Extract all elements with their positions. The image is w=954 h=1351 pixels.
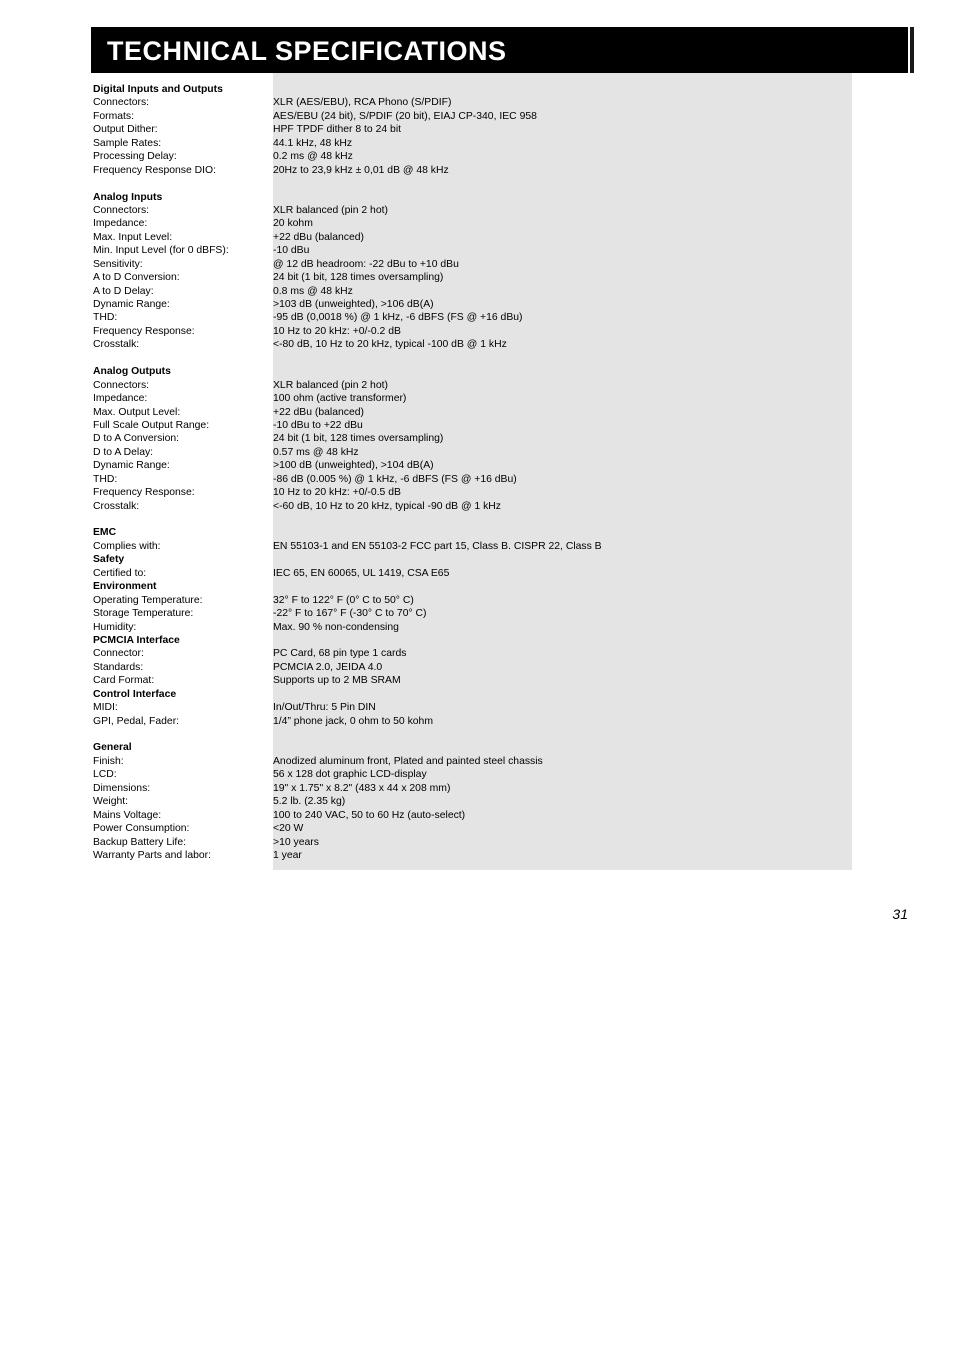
section-spacer — [93, 513, 853, 526]
spec-label: D to A Delay: — [93, 446, 154, 458]
spec-label: MIDI: — [93, 702, 118, 714]
spec-label: D to A Conversion: — [93, 433, 180, 445]
spec-row — [93, 338, 853, 351]
spec-label: Card Format: — [93, 675, 155, 687]
spec-value: @ 12 dB headroom: -22 dBu to +10 dBu — [273, 258, 459, 270]
spec-row — [93, 406, 853, 419]
spec-label: Connectors: — [93, 204, 150, 216]
spec-row — [93, 110, 853, 123]
spec-value: PC Card, 68 pin type 1 cards — [273, 648, 407, 660]
spec-row — [93, 231, 853, 244]
spec-value: 24 bit (1 bit, 128 times oversampling) — [273, 272, 444, 284]
spec-value: 20Hz to 23,9 kHz ± 0,01 dB @ 48 kHz — [273, 164, 449, 176]
spec-value: 44.1 kHz, 48 kHz — [273, 137, 353, 149]
spec-value: 19" x 1.75" x 8.2" (483 x 44 x 208 mm) — [273, 782, 451, 794]
spec-value: -95 dB (0,0018 %) @ 1 kHz, -6 dBFS (FS @ +16 dBu) — [273, 312, 523, 324]
spec-row — [93, 594, 853, 607]
section-spacer — [93, 728, 853, 741]
spec-value: 10 Hz to 20 kHz: +0/-0.5 dB — [273, 487, 401, 499]
spec-label: Max. Output Level: — [93, 406, 181, 418]
spec-value: In/Out/Thru: 5 Pin DIN — [273, 702, 376, 714]
spec-label: Dynamic Range: — [93, 460, 170, 472]
spec-row — [93, 674, 853, 687]
spec-row — [93, 459, 853, 472]
spec-label: Frequency Response: — [93, 325, 195, 337]
section-heading: Analog Inputs — [93, 191, 163, 203]
spec-label: Formats: — [93, 110, 134, 122]
spec-row — [93, 244, 853, 257]
spec-value: EN 55103-1 and EN 55103-2 FCC part 15, Class B. CISPR 22, Class B — [273, 540, 602, 552]
section-heading: Environment — [93, 581, 157, 593]
spec-value: 24 bit (1 bit, 128 times oversampling) — [273, 433, 444, 445]
section-spacer — [93, 352, 853, 365]
spec-row — [93, 647, 853, 660]
spec-row — [93, 325, 853, 338]
spec-row — [93, 150, 853, 163]
spec-label: Max. Input Level: — [93, 231, 173, 243]
spec-row — [93, 285, 853, 298]
spec-row — [93, 446, 853, 459]
spec-row — [93, 311, 853, 324]
section-heading: Analog Outputs — [93, 366, 171, 378]
spec-label: THD: — [93, 473, 118, 485]
spec-row — [93, 768, 853, 781]
spec-value: -22° F to 167° F (-30° C to 70° C) — [273, 608, 427, 620]
spec-label: Frequency Response DIO: — [93, 164, 217, 176]
spec-label: Connectors: — [93, 379, 150, 391]
spec-row — [93, 755, 853, 768]
spec-row — [93, 432, 853, 445]
spec-value: 5.2 lb. (2.35 kg) — [273, 796, 346, 808]
spec-label: LCD: — [93, 769, 117, 781]
spec-label: Power Consumption: — [93, 823, 190, 835]
spec-value: 56 x 128 dot graphic LCD-display — [273, 769, 427, 781]
spec-row — [93, 782, 853, 795]
spec-value: -10 dBu to +22 dBu — [273, 419, 363, 431]
spec-value: 1 year — [273, 849, 302, 861]
spec-label: Crosstalk: — [93, 339, 140, 351]
spec-value: -86 dB (0.005 %) @ 1 kHz, -6 dBFS (FS @ +16 dBu) — [273, 473, 517, 485]
section-heading: PCMCIA Interface — [93, 634, 180, 646]
spec-value: Anodized aluminum front, Plated and painted steel chassis — [273, 755, 543, 767]
spec-value: XLR balanced (pin 2 hot) — [273, 379, 388, 391]
header-bar — [91, 27, 914, 73]
spec-value: >100 dB (unweighted), >104 dB(A) — [273, 460, 434, 472]
spec-row — [93, 298, 853, 311]
spec-label: Dynamic Range: — [93, 299, 170, 310]
spec-row — [93, 715, 853, 728]
specifications-list — [93, 83, 853, 862]
spec-label: Full Scale Output Range: — [93, 419, 210, 431]
spec-row — [93, 473, 853, 486]
spec-label: Connectors: — [93, 97, 150, 109]
spec-value: <-80 dB, 10 Hz to 20 kHz, typical -100 dB @ 1 kHz — [273, 339, 507, 351]
spec-row — [93, 379, 853, 392]
spec-value: PCMCIA 2.0, JEIDA 4.0 — [273, 661, 383, 673]
spec-label: Frequency Response: — [93, 487, 195, 499]
section-heading: Safety — [93, 554, 125, 566]
spec-row — [93, 849, 853, 862]
spec-label: Connector: — [93, 648, 144, 660]
spec-value: >10 years — [273, 836, 319, 848]
section-heading: Control Interface — [93, 688, 177, 700]
spec-label: Output Dither: — [93, 124, 158, 136]
spec-row — [93, 204, 853, 217]
spec-label: Warranty Parts and labor: — [93, 849, 212, 861]
spec-label: Certified to: — [93, 567, 147, 579]
page-number: 31 — [892, 906, 908, 922]
spec-value: XLR balanced (pin 2 hot) — [273, 204, 388, 216]
spec-label: Humidity: — [93, 621, 137, 633]
spec-label: Storage Temperature: — [93, 608, 194, 620]
spec-label: Processing Delay: — [93, 151, 177, 163]
spec-value: 20 kohm — [273, 218, 313, 230]
spec-value: +22 dBu (balanced) — [273, 231, 364, 243]
spec-value: HPF TPDF dither 8 to 24 bit — [273, 124, 402, 136]
spec-row — [93, 567, 853, 580]
spec-value: 0.2 ms @ 48 kHz — [273, 151, 353, 163]
spec-value: -10 dBu — [273, 245, 310, 257]
spec-value: <-60 dB, 10 Hz to 20 kHz, typical -90 dB @ 1 kHz — [273, 500, 501, 512]
spec-row — [93, 217, 853, 230]
page-title: TECHNICAL SPECIFICATIONS — [107, 36, 507, 66]
spec-label: Complies with: — [93, 540, 161, 552]
spec-row — [93, 271, 853, 284]
spec-value: XLR (AES/EBU), RCA Phono (S/PDIF) — [273, 97, 452, 109]
spec-label: A to D Conversion: — [93, 272, 180, 284]
spec-row — [93, 701, 853, 714]
spec-row — [93, 621, 853, 634]
spec-label: A to D Delay: — [93, 285, 154, 297]
spec-value: Max. 90 % non-condensing — [273, 621, 399, 633]
spec-value: >103 dB (unweighted), >106 dB(A) — [273, 299, 434, 310]
spec-value: 0.57 ms @ 48 kHz — [273, 446, 359, 458]
spec-label: Mains Voltage: — [93, 809, 162, 821]
spec-label: Weight: — [93, 796, 129, 808]
spec-row — [93, 661, 853, 674]
spec-label: Impedance: — [93, 393, 148, 405]
spec-value: 100 to 240 VAC, 50 to 60 Hz (auto-select) — [273, 809, 466, 821]
spec-label: Operating Temperature: — [93, 594, 203, 606]
header-edge — [908, 27, 914, 73]
spec-label: Finish: — [93, 755, 124, 767]
spec-row — [93, 123, 853, 136]
spec-row — [93, 258, 853, 271]
spec-row — [93, 96, 853, 109]
spec-value: 0.8 ms @ 48 kHz — [273, 285, 353, 297]
spec-value: 10 Hz to 20 kHz: +0/-0.2 dB — [273, 325, 401, 337]
spec-value: IEC 65, EN 60065, UL 1419, CSA E65 — [273, 567, 450, 579]
section-heading: EMC — [93, 527, 117, 539]
section-heading: General — [93, 742, 132, 754]
spec-row — [93, 486, 853, 499]
spec-row — [93, 836, 853, 849]
spec-label: Sensitivity: — [93, 258, 143, 270]
spec-row — [93, 500, 853, 513]
spec-label: Min. Input Level (for 0 dBFS): — [93, 245, 229, 257]
spec-label: Standards: — [93, 661, 144, 673]
spec-row — [93, 795, 853, 808]
spec-label: Crosstalk: — [93, 500, 140, 512]
spec-label: Backup Battery Life: — [93, 836, 186, 848]
spec-label: Dimensions: — [93, 782, 151, 794]
spec-label: Sample Rates: — [93, 137, 162, 149]
spec-value: 100 ohm (active transformer) — [273, 393, 407, 405]
spec-row — [93, 392, 853, 405]
spec-label: Impedance: — [93, 218, 148, 230]
section-spacer — [93, 177, 853, 190]
spec-row — [93, 607, 853, 620]
spec-row — [93, 540, 853, 553]
spec-value: Supports up to 2 MB SRAM — [273, 675, 401, 687]
section-heading: Digital Inputs and Outputs — [93, 84, 223, 95]
spec-value: <20 W — [273, 823, 304, 835]
spec-row — [93, 419, 853, 432]
spec-value: 32° F to 122° F (0° C to 50° C) — [273, 594, 414, 606]
spec-row — [93, 164, 853, 177]
spec-row — [93, 137, 853, 150]
spec-value: AES/EBU (24 bit), S/PDIF (20 bit), EIAJ CP-340, IEC 958 — [273, 110, 537, 122]
spec-row — [93, 809, 853, 822]
spec-label: GPI, Pedal, Fader: — [93, 715, 180, 727]
spec-row — [93, 822, 853, 835]
spec-value: +22 dBu (balanced) — [273, 406, 364, 418]
spec-label: THD: — [93, 312, 118, 324]
spec-value: 1/4” phone jack, 0 ohm to 50 kohm — [273, 715, 433, 727]
